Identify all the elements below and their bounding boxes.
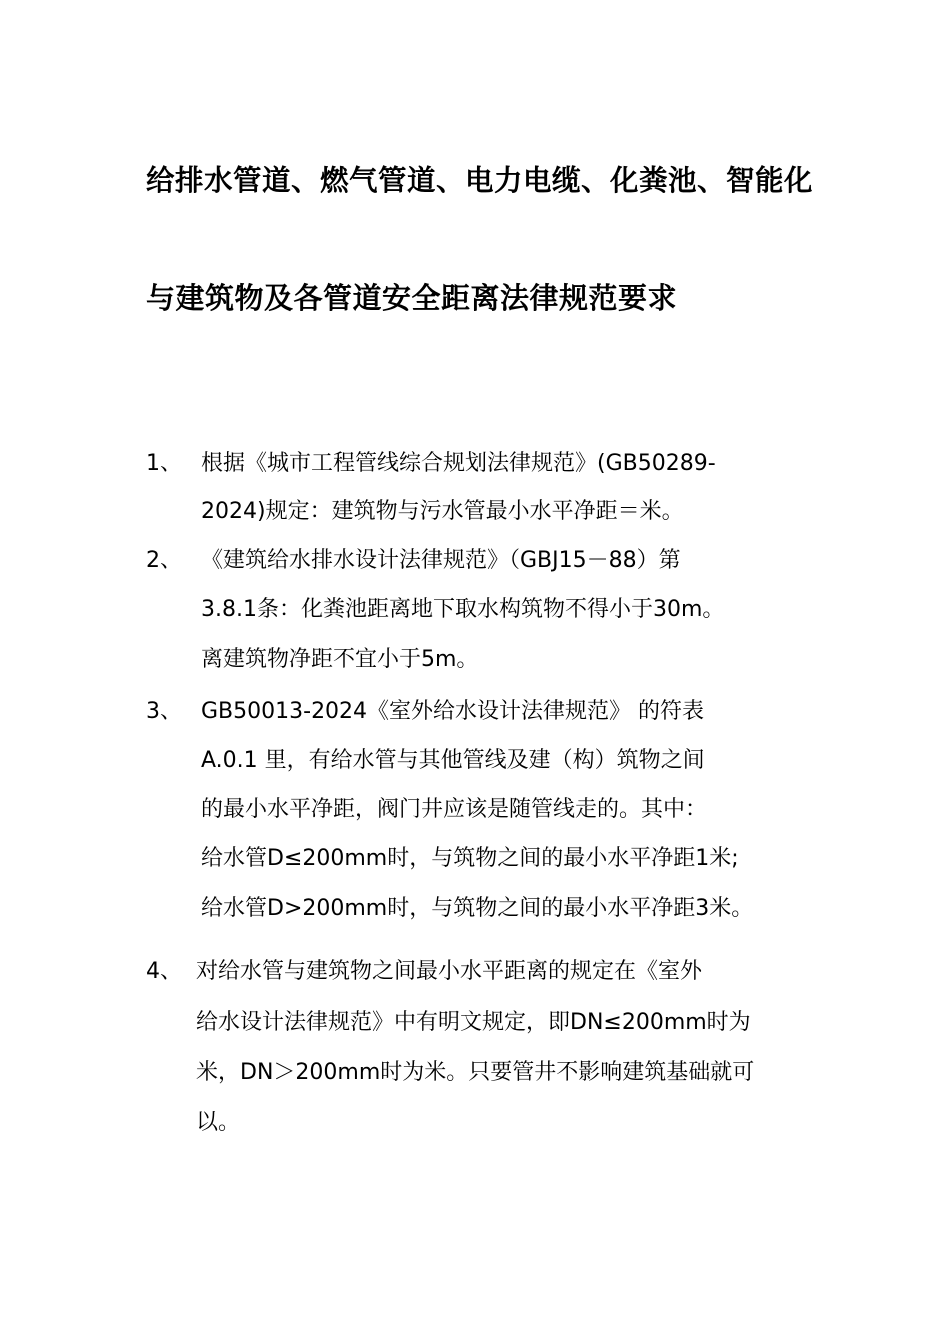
list-item-text-line: 离建筑物净距不宜小于5m。 <box>201 647 479 672</box>
list-item-text-line: 给水设计法律规范》中有明文规定，即DN≤200mm时为 <box>196 1010 751 1035</box>
list-item-text-line: 《建筑给水排水设计法律规范》（GBJ15－88）第 <box>201 548 681 573</box>
document-title-line-2: 与建筑物及各管道安全距离法律规范要求 <box>146 281 678 315</box>
list-item-text-line: 米，DN＞200mm时为米。只要管井不影响建筑基础就可 <box>196 1060 755 1085</box>
list-item-number: 3、 <box>146 699 182 724</box>
list-item-text-line: 的最小水平净距，阀门井应该是随管线走的。其中： <box>201 797 708 822</box>
list-item-text-line: 对给水管与建筑物之间最小水平距离的规定在《室外 <box>196 959 703 984</box>
list-item-text-line: 给水管D≤200mm时，与筑物之间的最小水平净距1米; <box>201 846 739 871</box>
list-item-text-line: 以。 <box>196 1110 241 1135</box>
list-item-text-line: 3.8.1条：化粪池距离地下取水构筑物不得小于30m。 <box>201 597 725 622</box>
list-item-number: 1、 <box>146 451 182 476</box>
list-item-number: 2、 <box>146 548 182 573</box>
list-item-text-line: A.0.1 里，有给水管与其他管线及建（构）筑物之间 <box>201 748 705 773</box>
list-item-number: 4、 <box>146 959 182 984</box>
list-item-text-line: 给水管D>200mm时，与筑物之间的最小水平净距3米。 <box>201 896 754 921</box>
list-item-text-line: 根据《城市工程管线综合规划法律规范》(GB50289- <box>201 451 716 476</box>
list-item-text-line: 2024)规定：建筑物与污水管最小水平净距＝米。 <box>201 499 684 524</box>
document-title-line-1: 给排水管道、燃气管道、电力电缆、化粪池、智能化 <box>146 164 814 197</box>
list-item-text-line: GB50013-2024《室外给水设计法律规范》 的符表 <box>201 699 705 724</box>
